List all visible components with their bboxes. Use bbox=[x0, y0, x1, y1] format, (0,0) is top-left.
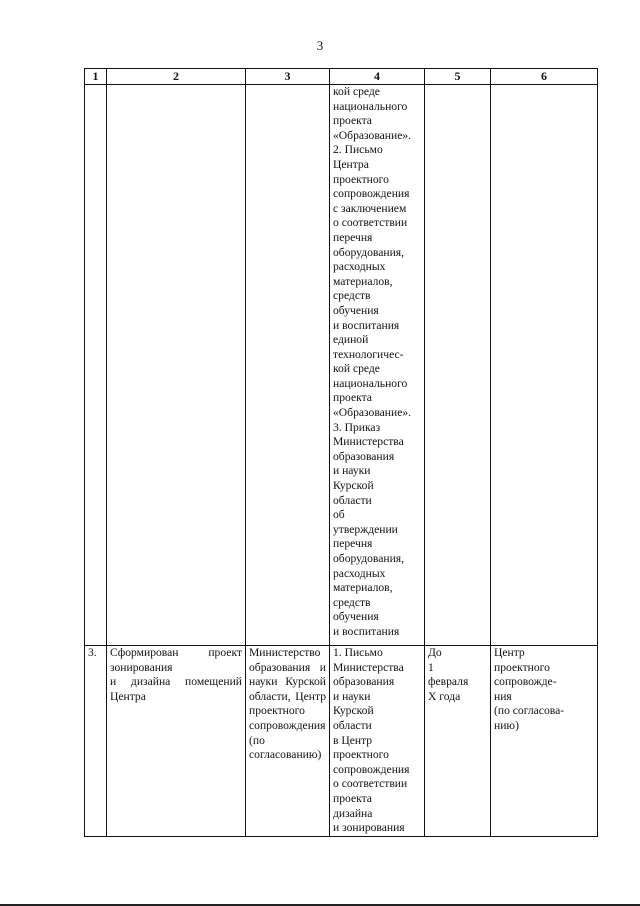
table-header-row bbox=[85, 69, 598, 85]
table-cell-executor: Центр проектного сопровожде- ния (по согласова- нию) bbox=[491, 646, 598, 837]
document-table bbox=[84, 68, 598, 837]
page-number: 3 bbox=[316, 38, 324, 53]
table-cell-result: кой среде национального проекта «Образование». 2. Письмо Центра проектного сопровождения с заключением о соответствии перечня оборудования, расходных материалов, средств обучения и воспитания единой технологичес- кой среде национального проекта «Образование». 3. Приказ Министерства образования и науки Курской области об утверждении перечня оборудования, расходных материалов, средств обучения и воспитания bbox=[330, 85, 425, 646]
table-cell-responsible: Министерство образования и науки Курской области, Центр проектного сопровождения (по согласованию) bbox=[246, 646, 330, 837]
column-header: 5 bbox=[425, 69, 491, 85]
column-header: 3 bbox=[246, 69, 330, 85]
table-cell-result: 1. Письмо Министерства образования и науки Курской области в Центр проектного сопровождения о соответствии проекта дизайна и зонирования bbox=[330, 646, 425, 837]
table-cell-number bbox=[85, 85, 107, 646]
column-header: 6 bbox=[491, 69, 598, 85]
table-row bbox=[85, 646, 598, 837]
table-cell-deadline bbox=[425, 85, 491, 646]
table-cell-deadline: До 1 февраля X года bbox=[425, 646, 491, 837]
column-header: 2 bbox=[107, 69, 246, 85]
table-cell-executor bbox=[491, 85, 598, 646]
table-cell-event: Сформирован проект зонирования и дизайна помещений Центра bbox=[107, 646, 246, 837]
column-header: 4 bbox=[330, 69, 425, 85]
table-row bbox=[85, 85, 598, 646]
column-header: 1 bbox=[85, 69, 107, 85]
table-cell-event bbox=[107, 85, 246, 646]
table-cell-responsible bbox=[246, 85, 330, 646]
table-cell-number: 3. bbox=[85, 646, 107, 837]
